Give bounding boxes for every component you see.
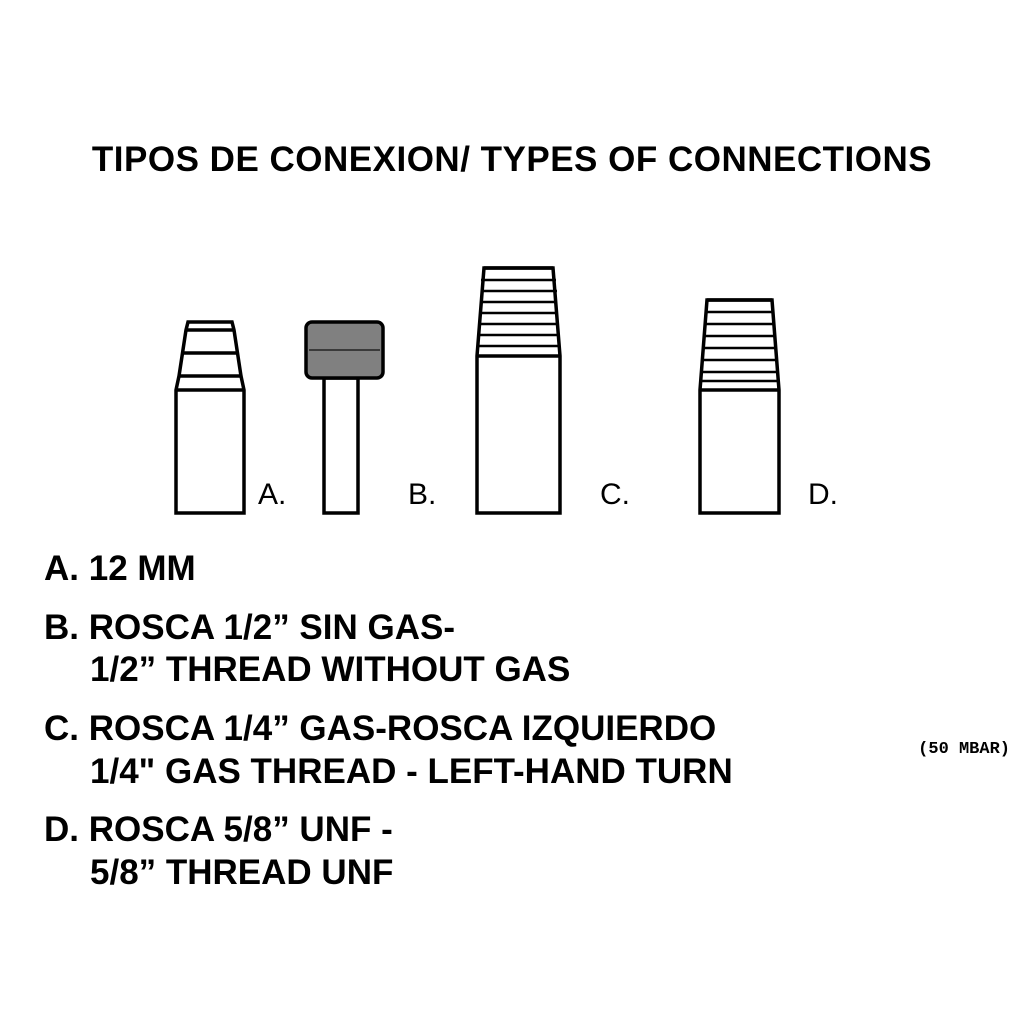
- page-title: TIPOS DE CONEXION/ TYPES OF CONNECTIONS: [91, 140, 933, 179]
- figure-d-threaded-short: [700, 300, 779, 513]
- legend-item-c-line-2: 1/4" GAS THREAD - LEFT-HAND TURN: [90, 751, 733, 791]
- legend-item-a-line-1: A. 12 MM: [44, 549, 196, 588]
- figure-label-a: A.: [258, 478, 287, 511]
- legend-item-b: [44, 607, 1004, 692]
- legend-list: [44, 548, 1004, 911]
- legend-item-b-line-1: B. ROSCA 1/2” SIN GAS-: [44, 607, 455, 647]
- legend-item-c-line-1: C. ROSCA 1/4” GAS-ROSCA IZQUIERDO: [44, 709, 717, 749]
- figures-svg: [0, 250, 1024, 540]
- figure-label-d: D.: [808, 478, 838, 511]
- figure-label-c: C.: [600, 478, 630, 511]
- legend-item-d: [44, 809, 1004, 894]
- figure-a-barbed-fitting: [176, 322, 244, 513]
- legend-item-b-line-2: 1/2” THREAD WITHOUT GAS: [90, 650, 571, 690]
- figure-label-b: B.: [408, 478, 437, 511]
- pressure-note: (50 MBAR): [918, 740, 1010, 759]
- legend-item-c: [44, 708, 1004, 793]
- figure-b-stud: [306, 322, 383, 513]
- connection-figures: [0, 250, 1024, 540]
- legend-item-d-line-1: D. ROSCA 5/8” UNF -: [44, 810, 393, 850]
- figure-c-threaded-tall: [477, 268, 560, 513]
- legend-item-d-line-2: 5/8” THREAD UNF: [90, 853, 394, 893]
- legend-item-a: [44, 548, 1004, 591]
